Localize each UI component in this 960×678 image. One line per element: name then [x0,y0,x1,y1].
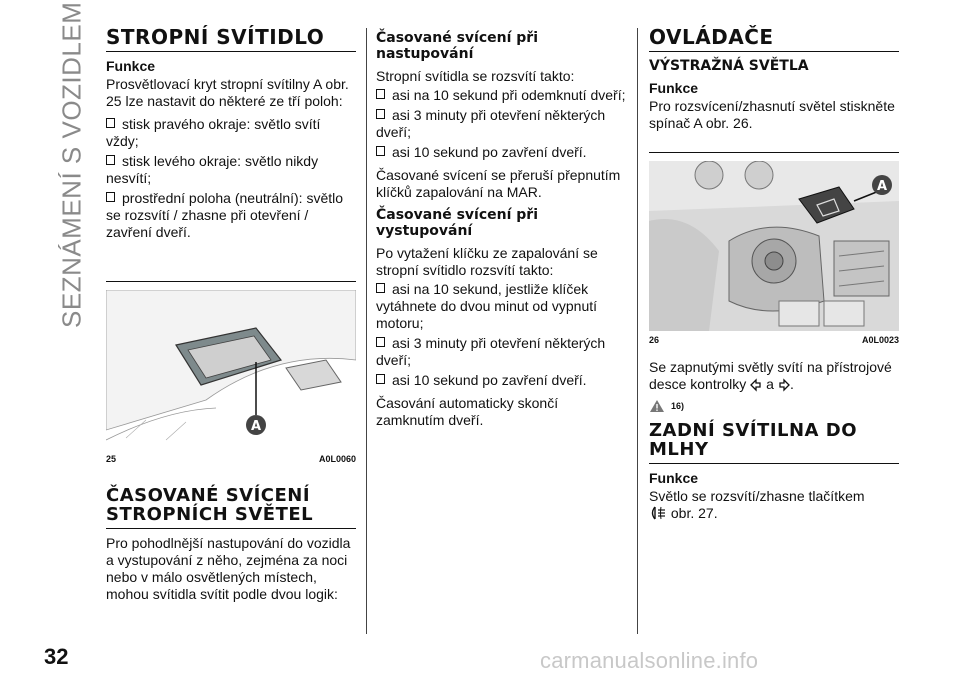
subheading-function: Funkce [106,58,156,74]
figure-caption [106,454,356,464]
ceiling-light-illustration [106,290,356,450]
section-side-title: SEZNÁMENÍ S VOZIDLEM [56,1,87,329]
note-text: Časované svícení se přeruší přepnutím klíčků zapalování na MAR. [376,167,621,200]
checkbox-bullet-icon [376,283,385,293]
figure-number: 25 [106,454,117,464]
heading-exit-lighting: Časované svícení při vystupování [376,207,538,239]
subheading-function: Funkce [649,80,699,96]
heading-rear-fog-light: ZADNÍ SVÍTILNA DO MLHY [649,421,899,464]
checkbox-bullet-icon [376,374,385,384]
intro-text: Stropní svítidla se rozsvítí takto: [376,68,575,84]
figure-caption [649,335,899,345]
figure-code: A0L0060 [318,454,356,464]
figure-code: A0L0023 [861,335,899,345]
heading-hazard-lights: VÝSTRAŽNÁ SVĚTLA [649,58,809,74]
figure-25 [106,281,356,464]
subheading-function: Funkce [649,470,699,486]
list-item: asi 3 minuty při otevření některých dveří; [376,107,606,140]
intro-text: Prosvětlovací kryt stropní svítilny A obr. 25 lze nastavit do některé ze tří poloh: [106,76,349,109]
heading-entry-lighting: Časované svícení při nastupování [376,30,538,62]
watermark: carmanualsonline.info [540,648,759,673]
checkbox-bullet-icon [106,118,115,128]
turn-right-indicator-icon [774,378,790,392]
note-text: Časování automaticky skončí zamknutím dveří. [376,395,559,428]
hazard-switch-illustration [649,161,899,331]
entry-list [376,87,628,161]
column-2 [376,28,628,435]
body-text: Světlo se rozsvítí/zhasne tlačítkem obr. 27. [649,488,865,521]
turn-left-indicator-icon [750,378,766,392]
column-3 [649,25,899,528]
list-item: asi na 10 sekund při odemknutí dveří; [376,87,628,104]
exit-list [376,281,628,389]
column-divider [366,28,367,634]
figure-number: 26 [649,335,660,345]
checkbox-bullet-icon [376,89,385,99]
checkbox-bullet-icon [106,155,115,165]
rear-fog-light-icon [649,505,667,521]
heading-ceiling-light: STROPNÍ SVÍTIDLO [106,28,356,52]
warning-note [649,399,899,413]
list-item: asi 10 sekund po zavření dveří. [376,372,628,389]
figure-26 [649,152,899,345]
heading-timed-lighting: ČASOVANÉ SVÍCENÍ STROPNÍCH SVĚTEL [106,486,356,529]
checkbox-bullet-icon [376,146,385,156]
page-number: 32 [44,644,69,669]
list-item: stisk pravého okraje: světlo svítí vždy; [106,116,321,149]
heading-controls: OVLÁDAČE [649,28,899,52]
column-1 [106,25,356,609]
list-item: asi 10 sekund po zavření dveří. [376,144,628,161]
warning-reference: 16) [671,401,685,411]
callout-label: A [250,419,262,434]
body-text: Se zapnutými světly svítí na přístrojové desce kontrolky a . [649,359,892,392]
list-item: asi na 10 sekund, jestliže klíček vytáhnete do dvou minut od vypnutí motoru; [376,281,598,331]
checkbox-bullet-icon [376,109,385,119]
intro-text: Po vytažení klíčku ze zapalování se stropní svítidlo rozsvítí takto: [376,245,598,278]
column-divider [637,28,638,634]
list-item: stisk levého okraje: světlo nikdy nesvítí; [106,153,319,186]
warning-triangle-icon [649,399,665,413]
list-item: asi 3 minuty při otevření některých dveří; [376,335,606,368]
checkbox-bullet-icon [376,337,385,347]
list-item: prostřední poloha (neutrální): světlo se rozsvítí / zhasne při otevření / zavření dveří. [106,190,344,240]
checkbox-bullet-icon [106,192,115,202]
callout-label: A [876,179,888,194]
body-text: Pro rozsvícení/zhasnutí světel stiskněte spínač A obr. 26. [649,98,895,131]
position-list [106,116,356,241]
body-text: Pro pohodlnější nastupování do vozidla a vystupování z něho, zejména za noci nebo v málo osvětlených místech, mohou svítidla svítit podle dvou logik: [106,535,351,602]
